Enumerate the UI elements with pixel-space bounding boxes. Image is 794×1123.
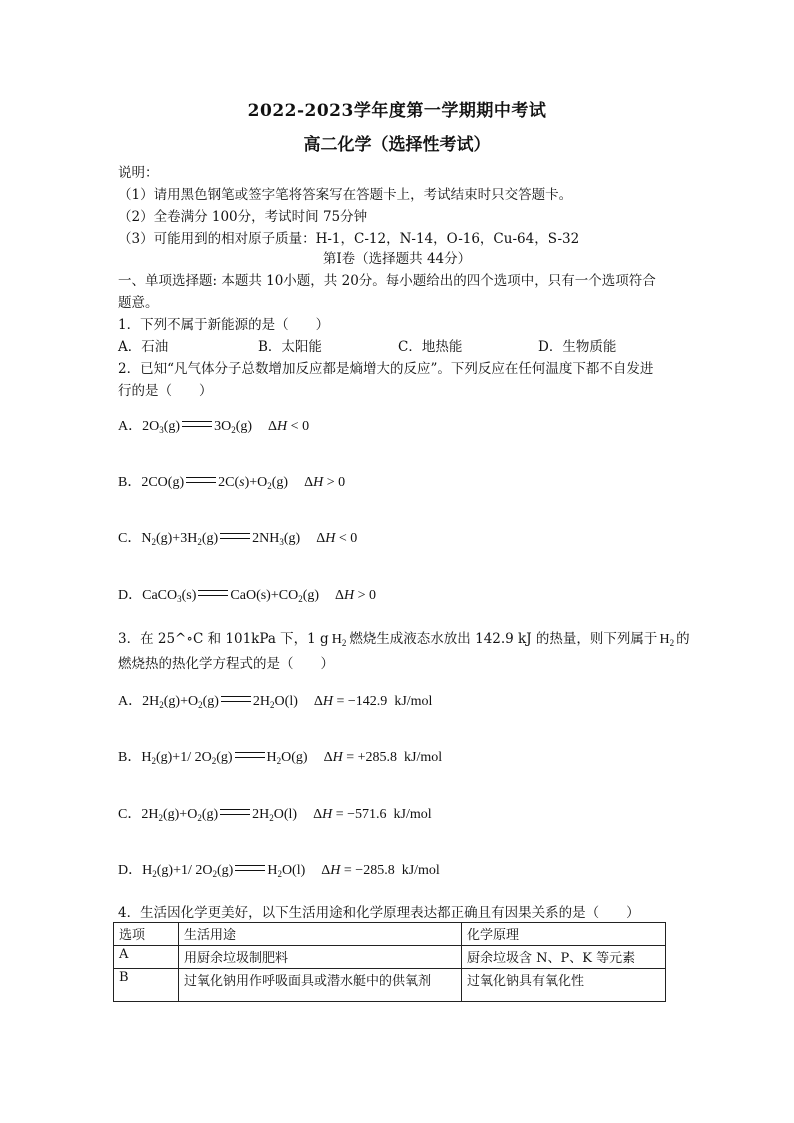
q1-option-d: D．生物质能 [538, 339, 617, 355]
table-cell: A [114, 946, 179, 969]
option-label: A． [118, 419, 143, 434]
table-row [114, 969, 666, 1002]
q2-option-d: D．CaCO$_3$(s) $CaO(s)+CO_2(g) \Delta H > 0$ [118, 588, 377, 604]
delta-h-value: = +285.8 [346, 750, 398, 765]
equals-sign [220, 809, 250, 815]
q3-option-d: D．$H_2(g)+1/$ $2O_2(g)$ $H_2O(l) \Delta H = -285.8$ kJ/mol [118, 863, 440, 879]
option-label: C． [118, 531, 142, 546]
q3-stem-part-b: 燃烧生成液态水放出 142.9 kJ 的热量，则下列属于 [349, 631, 658, 647]
table-cell: 厨余垃圾含 N、P、K 等元素 [462, 946, 666, 969]
table-row [114, 946, 666, 969]
table-cell: 过氧化钠具有氧化性 [462, 969, 666, 1002]
q4-table [113, 922, 666, 1002]
option-label: B． [118, 750, 142, 765]
q3-stem-line2: 燃烧热的热化学方程式的是（ ） [118, 656, 334, 672]
exam-title: 2022-2023学年度第一学期期中考试 [247, 101, 547, 121]
exam-subtitle: 高二化学（选择性考试） [303, 135, 491, 155]
unit: kJ/mol [404, 750, 443, 765]
q1-option-c: C．地热能 [398, 339, 463, 355]
equals-sign [186, 477, 216, 483]
table-header-cell: 选项 [114, 923, 179, 946]
unit: kJ/mol [401, 863, 440, 878]
delta-h-value: = −142.9 [336, 694, 388, 709]
volume-heading: 第Ⅰ卷（选择题共 44分） [322, 251, 472, 267]
delta-h-value: < 0 [290, 419, 310, 434]
q2-option-c: C．$N_2(g)+3H_2(g)$ $2NH_3(g) \Delta H < 0$ [118, 531, 358, 547]
delta-h-value: = −571.6 [335, 807, 387, 822]
option-label: D． [118, 863, 143, 878]
q2-stem-line1: 2．已知“凡气体分子总数增加反应都是熵增大的反应”。下列反应在任何温度下都不自发进 [118, 361, 654, 377]
section-intro-line2: 题意。 [118, 295, 159, 311]
table-cell: 过氧化钠用作呼吸面具或潜水艇中的供氧剂 [179, 969, 462, 1002]
equals-sign [235, 752, 265, 758]
section-intro-line1: 一、单项选择题: 本题共 10小题，共 20分。每小题给出的四个选项中，只有一个选项符合 [118, 273, 656, 289]
equals-sign [220, 533, 250, 539]
table-cell: B [114, 969, 179, 1002]
note-1: （1）请用黑色钢笔或签字笔将答案写在答题卡上，考试结束时只交答题卡。 [118, 187, 573, 203]
table-header-row [114, 923, 666, 946]
delta-h-value: > 0 [357, 588, 377, 603]
q2-stem-line2: 行的是（ ） [118, 383, 213, 399]
q3-stem-part-c: 的 [676, 631, 690, 647]
equals-sign [198, 590, 228, 596]
q1-stem: 1．下列不属于新能源的是（ ） [118, 317, 330, 333]
q1-option-b: B．太阳能 [258, 339, 322, 355]
q3-stem-line1: 3．在 25^∘C 和 101kPa 下，1 g $H_2$ 燃烧生成液态水放出 142.9 kJ 的热量，则下列属于 $H_2$ 的 [118, 631, 690, 648]
delta-h-value: > 0 [326, 475, 346, 490]
q3-option-b: B．$H_2(g)+1/$ $2O_2(g)$ $H_2O(g) \Delta H = +285.8$ kJ/mol [118, 750, 443, 766]
equals-sign [182, 421, 212, 427]
table-header-cell: 生活用途 [179, 923, 462, 946]
q4-stem: 4．生活因化学更美好，以下生活用途和化学原理表达都正确且有因果关系的是（ ） [118, 905, 640, 921]
q3-option-a: A．$2H_2(g)+O_2(g)$ $2H_2O(l) \Delta H = -142.9$ kJ/mol [118, 694, 433, 710]
table-header-cell: 化学原理 [462, 923, 666, 946]
q2-option-a: A．$2O_3(g)$ $3O_2(g) \Delta H < 0$ [118, 419, 310, 435]
q3-stem-part-a: 3．在 25^∘C 和 101kPa 下，1 g [118, 631, 329, 647]
note-3: （3）可能用到的相对原子质量：H-1，C-12，N-14，O-16，Cu-64，S-32 [118, 231, 580, 247]
equals-sign [221, 696, 251, 702]
delta-h-value: = −285.8 [343, 863, 395, 878]
delta-h-value: < 0 [338, 531, 358, 546]
note-2: （2）全卷满分 100分，考试时间 75分钟 [118, 209, 368, 225]
q2-option-b: B．2CO(g) $2C(s)+O_2(g) \Delta H > 0$ [118, 475, 346, 491]
option-label: C． [118, 807, 142, 822]
unit: kJ/mol [393, 807, 432, 822]
unit: kJ/mol [394, 694, 433, 709]
option-label: D． [118, 588, 143, 603]
option-label: B． [118, 475, 142, 490]
option-label: A． [118, 694, 143, 709]
q3-option-c: C．$2H_2(g)+O_2(g)$ $2H_2O(l) \Delta H = -571.6$ kJ/mol [118, 807, 432, 823]
notes-heading: 说明： [118, 165, 159, 181]
table-cell: 用厨余垃圾制肥料 [179, 946, 462, 969]
equals-sign [235, 865, 265, 871]
q1-option-a: A．石油 [118, 339, 169, 355]
